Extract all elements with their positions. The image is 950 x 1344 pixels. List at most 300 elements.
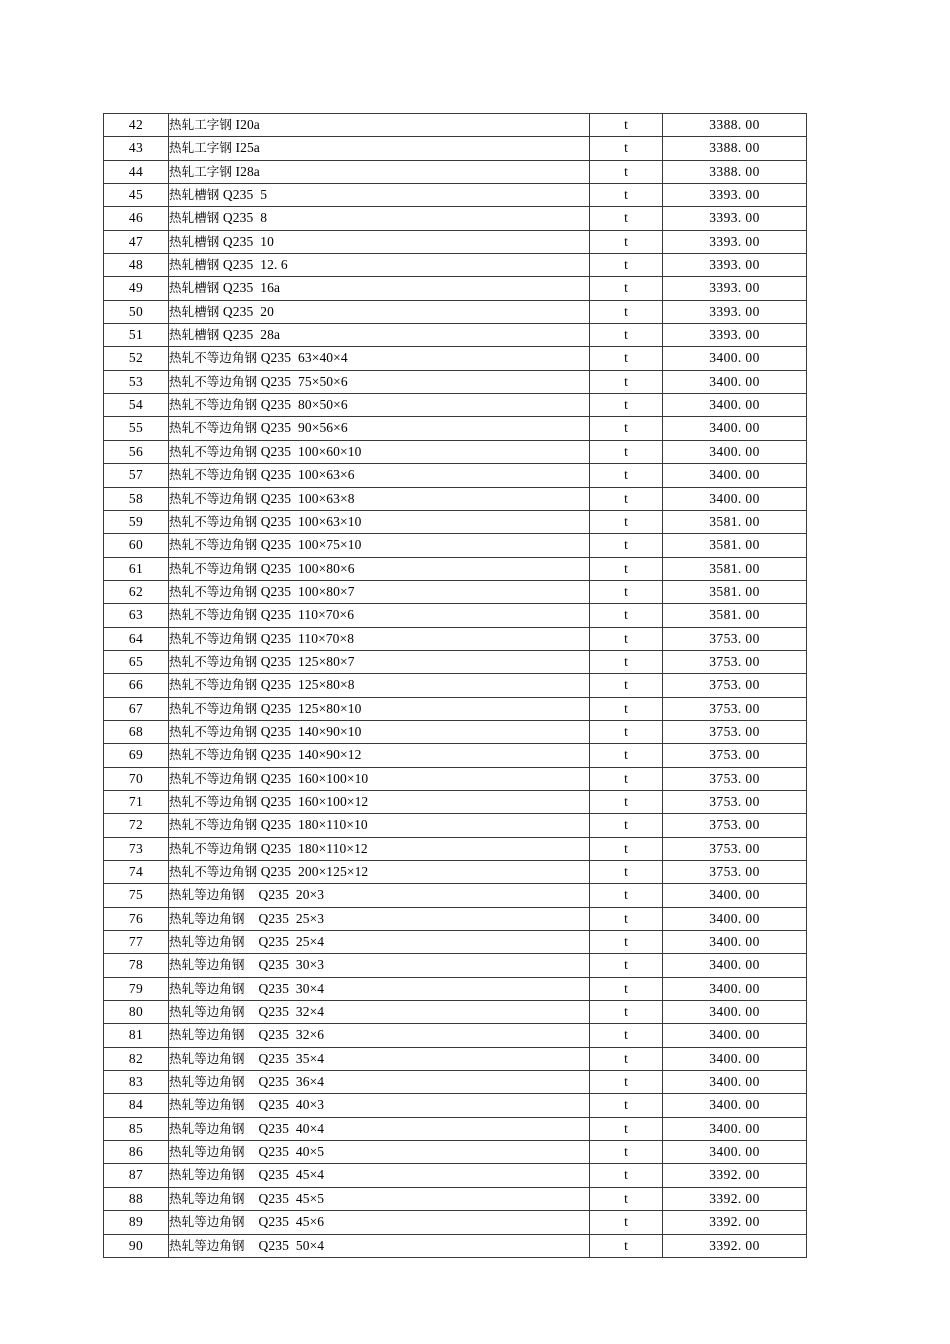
- table-row: [104, 1164, 807, 1187]
- material-name: 热轧不等边角钢: [169, 747, 258, 763]
- description-spacer: [245, 1144, 259, 1159]
- table-row: [104, 907, 807, 930]
- material-description-cell: [169, 1234, 590, 1257]
- material-name: 热轧不等边角钢: [169, 513, 258, 529]
- material-description-cell: [169, 254, 590, 277]
- material-name: 热轧等边角钢: [169, 910, 245, 926]
- unit-cell: t: [590, 977, 663, 1000]
- material-name: 热轧等边角钢: [169, 1027, 245, 1043]
- row-number-cell: 72: [104, 814, 169, 837]
- material-description-cell: [169, 510, 590, 533]
- unit-cell: t: [590, 207, 663, 230]
- table-row: [104, 1047, 807, 1070]
- row-number-cell: 87: [104, 1164, 169, 1187]
- table-row: [104, 1117, 807, 1140]
- material-name: 热轧槽钢: [169, 233, 220, 249]
- table-row: [104, 300, 807, 323]
- row-number-cell: 81: [104, 1024, 169, 1047]
- unit-cell: t: [590, 1024, 663, 1047]
- material-name: 热轧不等边角钢: [169, 840, 258, 856]
- unit-price-cell: 3393. 00: [663, 254, 807, 277]
- table-row: [104, 440, 807, 463]
- row-number-cell: 53: [104, 370, 169, 393]
- unit-price-cell: 3753. 00: [663, 767, 807, 790]
- unit-price-cell: 3400. 00: [663, 1117, 807, 1140]
- material-description-cell: [169, 604, 590, 627]
- unit-cell: t: [590, 580, 663, 603]
- description-spacer: [245, 1167, 259, 1182]
- material-description-cell: [169, 1024, 590, 1047]
- table-row: [104, 137, 807, 160]
- material-name: 热轧等边角钢: [169, 1214, 245, 1230]
- material-name: 热轧等边角钢: [169, 1144, 245, 1160]
- material-name: 热轧工字钢: [169, 117, 233, 132]
- table-row: [104, 744, 807, 767]
- table-row: [104, 627, 807, 650]
- unit-cell: t: [590, 1164, 663, 1187]
- table-row: [104, 1001, 807, 1024]
- row-number-cell: 86: [104, 1141, 169, 1164]
- unit-cell: t: [590, 1211, 663, 1234]
- unit-price-cell: 3388. 00: [663, 114, 807, 137]
- material-name: 热轧等边角钢: [169, 1190, 245, 1206]
- row-number-cell: 65: [104, 650, 169, 673]
- material-description-cell: [169, 464, 590, 487]
- material-spec: Q235 100×80×6: [260, 560, 355, 576]
- unit-price-cell: 3400. 00: [663, 931, 807, 954]
- material-name: 热轧槽钢: [169, 210, 220, 226]
- material-name: 热轧槽钢: [169, 327, 220, 343]
- description-spacer: [245, 1051, 259, 1066]
- row-number-cell: 60: [104, 534, 169, 557]
- unit-price-cell: 3393. 00: [663, 184, 807, 207]
- material-spec: Q235 160×100×10: [260, 770, 369, 786]
- material-description-cell: [169, 300, 590, 323]
- unit-price-cell: 3753. 00: [663, 627, 807, 650]
- material-description-cell: [169, 907, 590, 930]
- table-row: [104, 790, 807, 813]
- row-number-cell: 44: [104, 160, 169, 183]
- description-spacer: [245, 957, 259, 972]
- material-description-cell: [169, 1071, 590, 1094]
- unit-price-cell: 3400. 00: [663, 1047, 807, 1070]
- material-spec: Q235 45×6: [258, 1214, 325, 1230]
- material-name: 热轧等边角钢: [169, 957, 245, 973]
- unit-cell: t: [590, 720, 663, 743]
- table-row: [104, 1071, 807, 1094]
- unit-price-cell: 3400. 00: [663, 464, 807, 487]
- material-description-cell: [169, 324, 590, 347]
- material-name: 热轧不等边角钢: [169, 443, 258, 459]
- material-name: 热轧不等边角钢: [169, 350, 258, 366]
- unit-price-cell: 3753. 00: [663, 861, 807, 884]
- material-description-cell: [169, 207, 590, 230]
- unit-cell: t: [590, 1094, 663, 1117]
- material-spec: Q235 180×110×10: [260, 817, 368, 833]
- table-row: [104, 1141, 807, 1164]
- table-row: [104, 417, 807, 440]
- table-row: [104, 931, 807, 954]
- material-name: 热轧等边角钢: [169, 1237, 245, 1253]
- material-spec: Q235 16a: [222, 280, 281, 296]
- unit-price-cell: 3400. 00: [663, 370, 807, 393]
- unit-price-cell: 3393. 00: [663, 324, 807, 347]
- description-spacer: [245, 1004, 259, 1019]
- row-number-cell: 74: [104, 861, 169, 884]
- row-number-cell: 76: [104, 907, 169, 930]
- table-row: [104, 580, 807, 603]
- material-spec: Q235 63×40×4: [260, 350, 348, 366]
- unit-cell: t: [590, 790, 663, 813]
- unit-cell: t: [590, 160, 663, 183]
- material-spec: Q235 12. 6: [222, 257, 288, 273]
- table-row: [104, 534, 807, 557]
- material-spec: Q235 35×4: [258, 1050, 325, 1066]
- description-spacer: [245, 1214, 259, 1229]
- material-name: 热轧等边角钢: [169, 934, 245, 950]
- row-number-cell: 75: [104, 884, 169, 907]
- description-spacer: [245, 1074, 259, 1089]
- unit-price-cell: 3753. 00: [663, 790, 807, 813]
- unit-cell: t: [590, 814, 663, 837]
- material-name: 热轧等边角钢: [169, 980, 245, 996]
- material-spec: I25a: [235, 140, 260, 156]
- row-number-cell: 55: [104, 417, 169, 440]
- unit-price-cell: 3392. 00: [663, 1164, 807, 1187]
- unit-price-cell: 3753. 00: [663, 674, 807, 697]
- description-spacer: [245, 1121, 259, 1136]
- unit-price-cell: 3400. 00: [663, 1024, 807, 1047]
- row-number-cell: 63: [104, 604, 169, 627]
- row-number-cell: 61: [104, 557, 169, 580]
- row-number-cell: 84: [104, 1094, 169, 1117]
- unit-price-cell: 3400. 00: [663, 1071, 807, 1094]
- unit-cell: t: [590, 370, 663, 393]
- description-spacer: [245, 887, 259, 902]
- material-description-cell: [169, 744, 590, 767]
- table-row: [104, 464, 807, 487]
- material-description-cell: [169, 627, 590, 650]
- material-name: 热轧不等边角钢: [169, 583, 258, 599]
- unit-price-cell: 3581. 00: [663, 580, 807, 603]
- material-description-cell: [169, 720, 590, 743]
- material-name: 热轧槽钢: [169, 257, 220, 273]
- table-row: [104, 394, 807, 417]
- row-number-cell: 54: [104, 394, 169, 417]
- material-description-cell: [169, 137, 590, 160]
- row-number-cell: 46: [104, 207, 169, 230]
- material-name: 热轧不等边角钢: [169, 723, 258, 739]
- material-spec: Q235 25×4: [258, 934, 325, 950]
- unit-price-cell: 3393. 00: [663, 207, 807, 230]
- material-name: 热轧等边角钢: [169, 1050, 245, 1066]
- material-spec: Q235 40×5: [258, 1144, 325, 1160]
- material-name: 热轧不等边角钢: [169, 677, 258, 693]
- material-name: 热轧等边角钢: [169, 1097, 245, 1113]
- row-number-cell: 79: [104, 977, 169, 1000]
- row-number-cell: 45: [104, 184, 169, 207]
- row-number-cell: 48: [104, 254, 169, 277]
- material-description-cell: [169, 650, 590, 673]
- material-description-cell: [169, 487, 590, 510]
- unit-price-cell: 3581. 00: [663, 534, 807, 557]
- unit-price-cell: 3400. 00: [663, 417, 807, 440]
- material-name: 热轧工字钢: [169, 163, 233, 179]
- material-name: 热轧不等边角钢: [169, 653, 258, 669]
- material-spec: Q235 25×3: [258, 910, 325, 926]
- material-spec: Q235 36×4: [258, 1074, 325, 1090]
- row-number-cell: 59: [104, 510, 169, 533]
- table-row: [104, 674, 807, 697]
- row-number-cell: 80: [104, 1001, 169, 1024]
- material-description-cell: [169, 347, 590, 370]
- row-number-cell: 88: [104, 1187, 169, 1210]
- table-row: [104, 324, 807, 347]
- material-spec: Q235 45×5: [258, 1190, 325, 1206]
- unit-price-cell: 3393. 00: [663, 230, 807, 253]
- row-number-cell: 68: [104, 720, 169, 743]
- unit-price-cell: 3400. 00: [663, 394, 807, 417]
- material-spec: I20a: [235, 117, 260, 132]
- material-name: 热轧等边角钢: [169, 1074, 245, 1090]
- unit-cell: t: [590, 114, 663, 137]
- unit-cell: t: [590, 1071, 663, 1094]
- material-spec: Q235 200×125×12: [260, 864, 369, 879]
- material-spec: Q235 100×63×10: [260, 513, 362, 529]
- material-spec: Q235 90×56×6: [260, 420, 348, 436]
- material-description-cell: [169, 417, 590, 440]
- table-row: [104, 977, 807, 1000]
- description-spacer: [245, 1238, 259, 1253]
- unit-cell: t: [590, 1117, 663, 1140]
- material-description-cell: [169, 977, 590, 1000]
- unit-cell: t: [590, 1187, 663, 1210]
- material-description-cell: [169, 534, 590, 557]
- row-number-cell: 57: [104, 464, 169, 487]
- row-number-cell: 70: [104, 767, 169, 790]
- unit-price-cell: 3400. 00: [663, 977, 807, 1000]
- material-description-cell: [169, 557, 590, 580]
- unit-cell: t: [590, 277, 663, 300]
- material-spec: Q235 8: [222, 210, 268, 226]
- unit-cell: t: [590, 767, 663, 790]
- material-spec: Q235 45×4: [258, 1167, 325, 1183]
- table-row: [104, 954, 807, 977]
- material-spec: Q235 32×4: [258, 1004, 325, 1020]
- material-spec: Q235 80×50×6: [260, 397, 348, 413]
- material-name: 热轧等边角钢: [169, 1167, 245, 1183]
- description-spacer: [245, 1097, 259, 1112]
- table-row: [104, 720, 807, 743]
- material-description-cell: [169, 1047, 590, 1070]
- unit-price-cell: 3400. 00: [663, 907, 807, 930]
- unit-price-cell: 3392. 00: [663, 1211, 807, 1234]
- table-row: [104, 557, 807, 580]
- unit-price-cell: 3400. 00: [663, 954, 807, 977]
- unit-price-cell: 3392. 00: [663, 1234, 807, 1257]
- material-spec: Q235 32×6: [258, 1027, 325, 1043]
- material-spec: Q235 180×110×12: [260, 840, 368, 856]
- material-description-cell: [169, 114, 590, 137]
- unit-cell: t: [590, 230, 663, 253]
- table-row: [104, 184, 807, 207]
- material-name: 热轧不等边角钢: [169, 864, 258, 879]
- unit-price-cell: 3753. 00: [663, 814, 807, 837]
- unit-price-cell: 3753. 00: [663, 837, 807, 860]
- material-description-cell: [169, 1094, 590, 1117]
- unit-price-cell: 3581. 00: [663, 557, 807, 580]
- description-spacer: [245, 1027, 259, 1042]
- material-description-cell: [169, 160, 590, 183]
- material-description-cell: [169, 394, 590, 417]
- material-spec: Q235 20×3: [258, 887, 325, 903]
- unit-cell: t: [590, 347, 663, 370]
- row-number-cell: 85: [104, 1117, 169, 1140]
- material-spec: Q235 100×75×10: [260, 537, 362, 553]
- row-number-cell: 43: [104, 137, 169, 160]
- unit-price-cell: 3400. 00: [663, 440, 807, 463]
- unit-cell: t: [590, 184, 663, 207]
- material-description-cell: [169, 837, 590, 860]
- material-spec: Q235 110×70×8: [260, 630, 355, 646]
- material-description-cell: [169, 697, 590, 720]
- material-name: 热轧工字钢: [169, 140, 233, 156]
- row-number-cell: 58: [104, 487, 169, 510]
- material-description-cell: [169, 814, 590, 837]
- material-name: 热轧等边角钢: [169, 1004, 245, 1020]
- unit-cell: t: [590, 487, 663, 510]
- material-spec: Q235 28a: [222, 327, 281, 343]
- material-name: 热轧等边角钢: [169, 1120, 245, 1136]
- material-description-cell: [169, 884, 590, 907]
- table-body: [104, 114, 807, 1258]
- table-row: [104, 160, 807, 183]
- material-name: 热轧不等边角钢: [169, 537, 258, 553]
- unit-price-cell: 3400. 00: [663, 884, 807, 907]
- material-spec: Q235 40×4: [258, 1120, 325, 1136]
- material-description-cell: [169, 1164, 590, 1187]
- material-description-cell: [169, 790, 590, 813]
- table-row: [104, 277, 807, 300]
- row-number-cell: 90: [104, 1234, 169, 1257]
- row-number-cell: 83: [104, 1071, 169, 1094]
- table-row: [104, 114, 807, 137]
- table-row: [104, 1094, 807, 1117]
- unit-cell: t: [590, 1001, 663, 1024]
- table-row: [104, 510, 807, 533]
- material-name: 热轧不等边角钢: [169, 490, 258, 506]
- material-spec: Q235 5: [222, 187, 268, 203]
- unit-cell: t: [590, 837, 663, 860]
- table-row: [104, 254, 807, 277]
- table-row: [104, 370, 807, 393]
- description-spacer: [245, 981, 259, 996]
- unit-cell: t: [590, 931, 663, 954]
- material-spec: Q235 30×3: [258, 957, 325, 973]
- material-description-cell: [169, 931, 590, 954]
- material-description-cell: [169, 1187, 590, 1210]
- material-name: 热轧不等边角钢: [169, 373, 258, 389]
- unit-cell: t: [590, 1047, 663, 1070]
- material-name: 热轧不等边角钢: [169, 467, 258, 483]
- unit-cell: t: [590, 417, 663, 440]
- unit-price-cell: 3753. 00: [663, 650, 807, 673]
- row-number-cell: 78: [104, 954, 169, 977]
- unit-price-cell: 3400. 00: [663, 1141, 807, 1164]
- row-number-cell: 62: [104, 580, 169, 603]
- unit-cell: t: [590, 137, 663, 160]
- material-name: 热轧不等边角钢: [169, 770, 258, 786]
- row-number-cell: 89: [104, 1211, 169, 1234]
- material-spec: I28a: [235, 163, 260, 179]
- material-spec: Q235 100×80×7: [260, 583, 355, 599]
- unit-price-cell: 3400. 00: [663, 1094, 807, 1117]
- material-spec: Q235 100×60×10: [260, 443, 362, 459]
- unit-cell: t: [590, 464, 663, 487]
- row-number-cell: 71: [104, 790, 169, 813]
- table-row: [104, 697, 807, 720]
- material-name: 热轧不等边角钢: [169, 560, 258, 576]
- unit-cell: t: [590, 907, 663, 930]
- unit-cell: t: [590, 324, 663, 347]
- unit-cell: t: [590, 440, 663, 463]
- row-number-cell: 50: [104, 300, 169, 323]
- unit-cell: t: [590, 954, 663, 977]
- material-spec: Q235 125×80×8: [260, 677, 355, 693]
- material-description-cell: [169, 580, 590, 603]
- table-row: [104, 837, 807, 860]
- unit-price-cell: 3388. 00: [663, 137, 807, 160]
- unit-cell: t: [590, 394, 663, 417]
- material-spec: Q235 10: [222, 233, 274, 249]
- table-row: [104, 650, 807, 673]
- material-name: 热轧不等边角钢: [169, 817, 258, 833]
- material-spec: Q235 100×63×6: [260, 467, 355, 483]
- unit-price-cell: 3400. 00: [663, 1001, 807, 1024]
- row-number-cell: 51: [104, 324, 169, 347]
- unit-price-cell: 3753. 00: [663, 744, 807, 767]
- unit-cell: t: [590, 557, 663, 580]
- table-row: [104, 1211, 807, 1234]
- row-number-cell: 66: [104, 674, 169, 697]
- material-description-cell: [169, 184, 590, 207]
- material-description-cell: [169, 954, 590, 977]
- row-number-cell: 42: [104, 114, 169, 137]
- unit-cell: t: [590, 697, 663, 720]
- material-spec: Q235 75×50×6: [260, 373, 348, 389]
- material-name: 热轧槽钢: [169, 303, 220, 319]
- material-description-cell: [169, 277, 590, 300]
- material-description-cell: [169, 1141, 590, 1164]
- unit-price-cell: 3392. 00: [663, 1187, 807, 1210]
- unit-price-cell: 3393. 00: [663, 300, 807, 323]
- table-row: [104, 767, 807, 790]
- unit-cell: t: [590, 744, 663, 767]
- unit-price-cell: 3393. 00: [663, 277, 807, 300]
- row-number-cell: 56: [104, 440, 169, 463]
- material-spec: Q235 30×4: [258, 980, 325, 996]
- unit-cell: t: [590, 1141, 663, 1164]
- material-name: 热轧槽钢: [169, 187, 220, 203]
- material-spec: Q235 125×80×7: [260, 653, 355, 669]
- description-spacer: [245, 911, 259, 926]
- unit-price-cell: 3400. 00: [663, 487, 807, 510]
- table-row: [104, 1234, 807, 1257]
- material-price-table: [103, 113, 807, 1258]
- material-spec: Q235 110×70×6: [260, 607, 355, 623]
- material-description-cell: [169, 674, 590, 697]
- unit-cell: t: [590, 861, 663, 884]
